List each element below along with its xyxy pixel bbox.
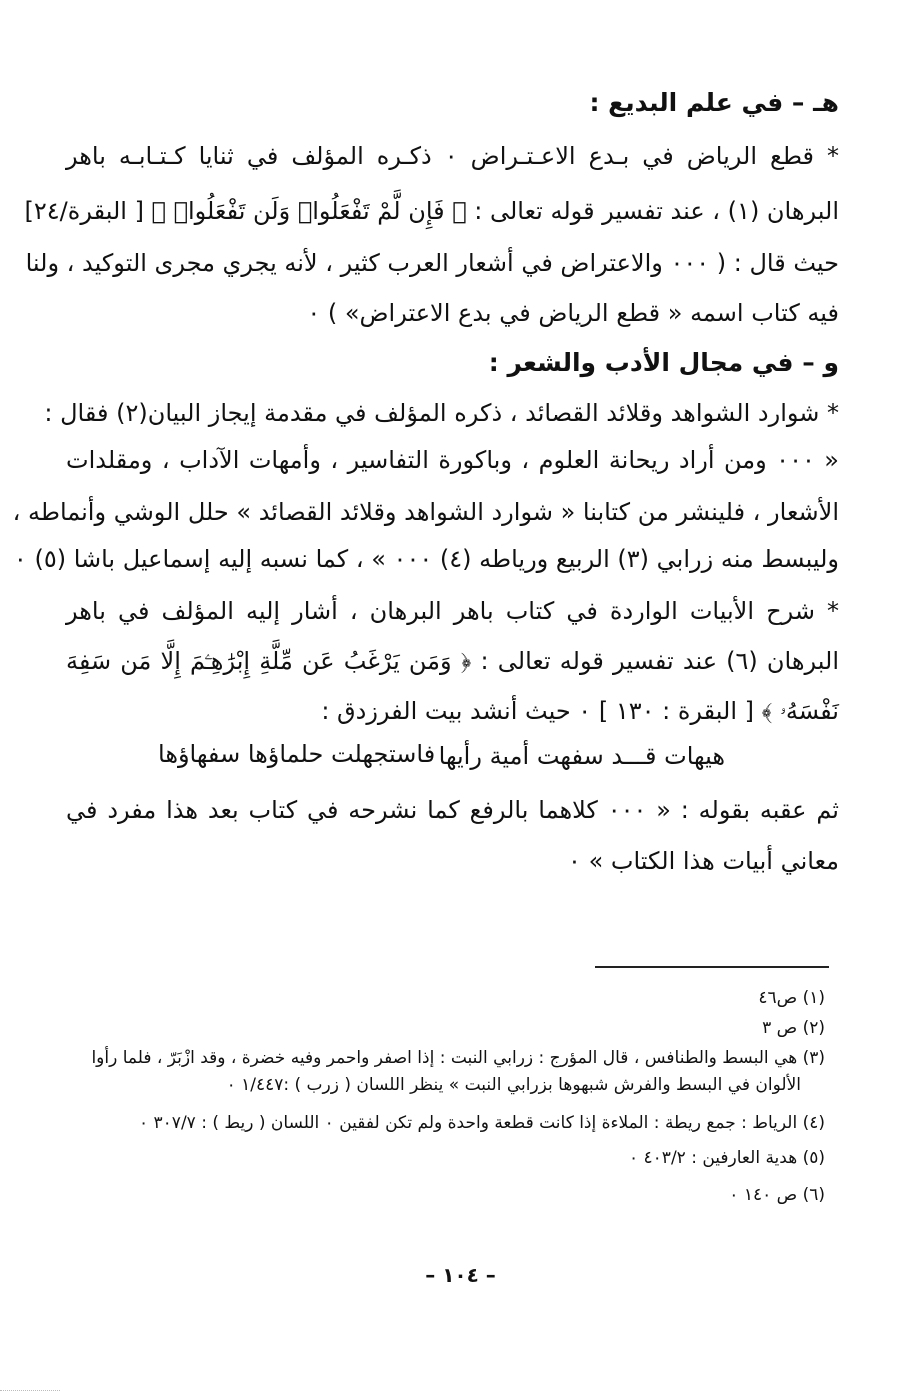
verse-second-hemistich: فاستجهلت حلماؤها سفهاؤها [158, 740, 436, 768]
section-heading-adab: و – في مجال الأدب والشعر : [488, 348, 839, 377]
footnote-continuation: الألوان في البسط والفرش شبهوها بزرابي النبت » ينظر اللسان ( زرب ) :١/٤٤٧ ٠ [226, 1075, 801, 1095]
body-line: * شرح الأبيات الواردة في كتاب باهر البرهان ، أشار إليه المؤلف في باهر [66, 597, 839, 625]
body-line: « ٠٠٠ ومن أراد ريحانة العلوم ، وباكورة التفاسير ، وأمهات الآداب ، ومقلدات [66, 446, 839, 474]
footnote: (٥) هدية العارفين : ٤٠٣/٢ ٠ [629, 1148, 825, 1168]
body-line: وليبسط منه زرابي (٣) الربيع ورياطه (٤) ٠٠٠ » ، كما نسبه إليه إسماعيل باشا (٥) ٠ [13, 545, 839, 573]
footnote: (٦) ص ١٤٠ ٠ [729, 1185, 825, 1205]
scan-edge-mark [0, 1390, 60, 1391]
section-heading-badi: هـ – في علم البديع : [589, 88, 839, 117]
body-line: البرهان (١) ، عند تفسير قوله تعالى : ﴿ فَإِن لَّمْ تَفْعَلُوا۟ وَلَن تَفْعَلُوا۟ ﴾ [ البقرة/٢٤] [24, 197, 839, 225]
body-line: البرهان (٦) عند تفسير قوله تعالى : ﴿ وَمَن يَرْغَبُ عَن مِّلَّةِ إِبْرَٰهِـۧمَ إِلَّا مَن سَفِهَ [66, 647, 839, 675]
footnote-divider [595, 966, 829, 968]
body-line: نَفْسَهُۥ ﴾ [ البقرة : ١٣٠ ] ٠ حيث أنشد بيت الفرزدق : [321, 697, 839, 725]
footnote: (١) ص٤٦ [758, 988, 825, 1008]
footnote: (٣) هي البسط والطنافس ، قال المؤرج : زرابي النبت : إذا اصفر واحمر وفيه خضرة ، وقد ازْبَرّ ، فلما رأوا [91, 1048, 825, 1068]
body-line: حيث قال : ( ٠٠٠ والاعتراض في أشعار العرب كثير ، لأنه يجري مجرى التوكيد ، ولنا [25, 249, 839, 277]
body-line: * قطع الرياض في بـدع الاعـتـراض ٠ ذكـره المؤلف في ثنايا كـتـابـه باهر [66, 142, 840, 170]
body-line: ثم عقبه بقوله : « ٠٠٠ كلاهما بالرفع كما نشرحه في كتاب بعد هذا مفرد في [66, 796, 839, 824]
verse-first-hemistich: هيهات قـــد سفهت أمية رأيها [438, 742, 725, 770]
body-line: * شوارد الشواهد وقلائد القصائد ، ذكره المؤلف في مقدمة إيجاز البيان(٢) فقال : [44, 399, 839, 427]
body-line: معاني أبيات هذا الكتاب » ٠ [568, 847, 839, 875]
footnote: (٤) الرياط : جمع ريطة : الملاءة إذا كانت قطعة واحدة ولم تكن لفقين ٠ اللسان ( ريط ) : ٣٠٧/٧ ٠ [139, 1113, 825, 1133]
page-number: – ١٠٤ – [425, 1263, 496, 1287]
body-line: فيه كتاب اسمه « قطع الرياض في بدع الاعتراض» ) ٠ [307, 299, 839, 327]
footnote: (٢) ص ٣ [762, 1018, 825, 1038]
body-line: الأشعار ، فلينشر من كتابنا « شوارد الشواهد وقلائد القصائد » حلل الوشي وأنماطه ، [12, 498, 839, 526]
